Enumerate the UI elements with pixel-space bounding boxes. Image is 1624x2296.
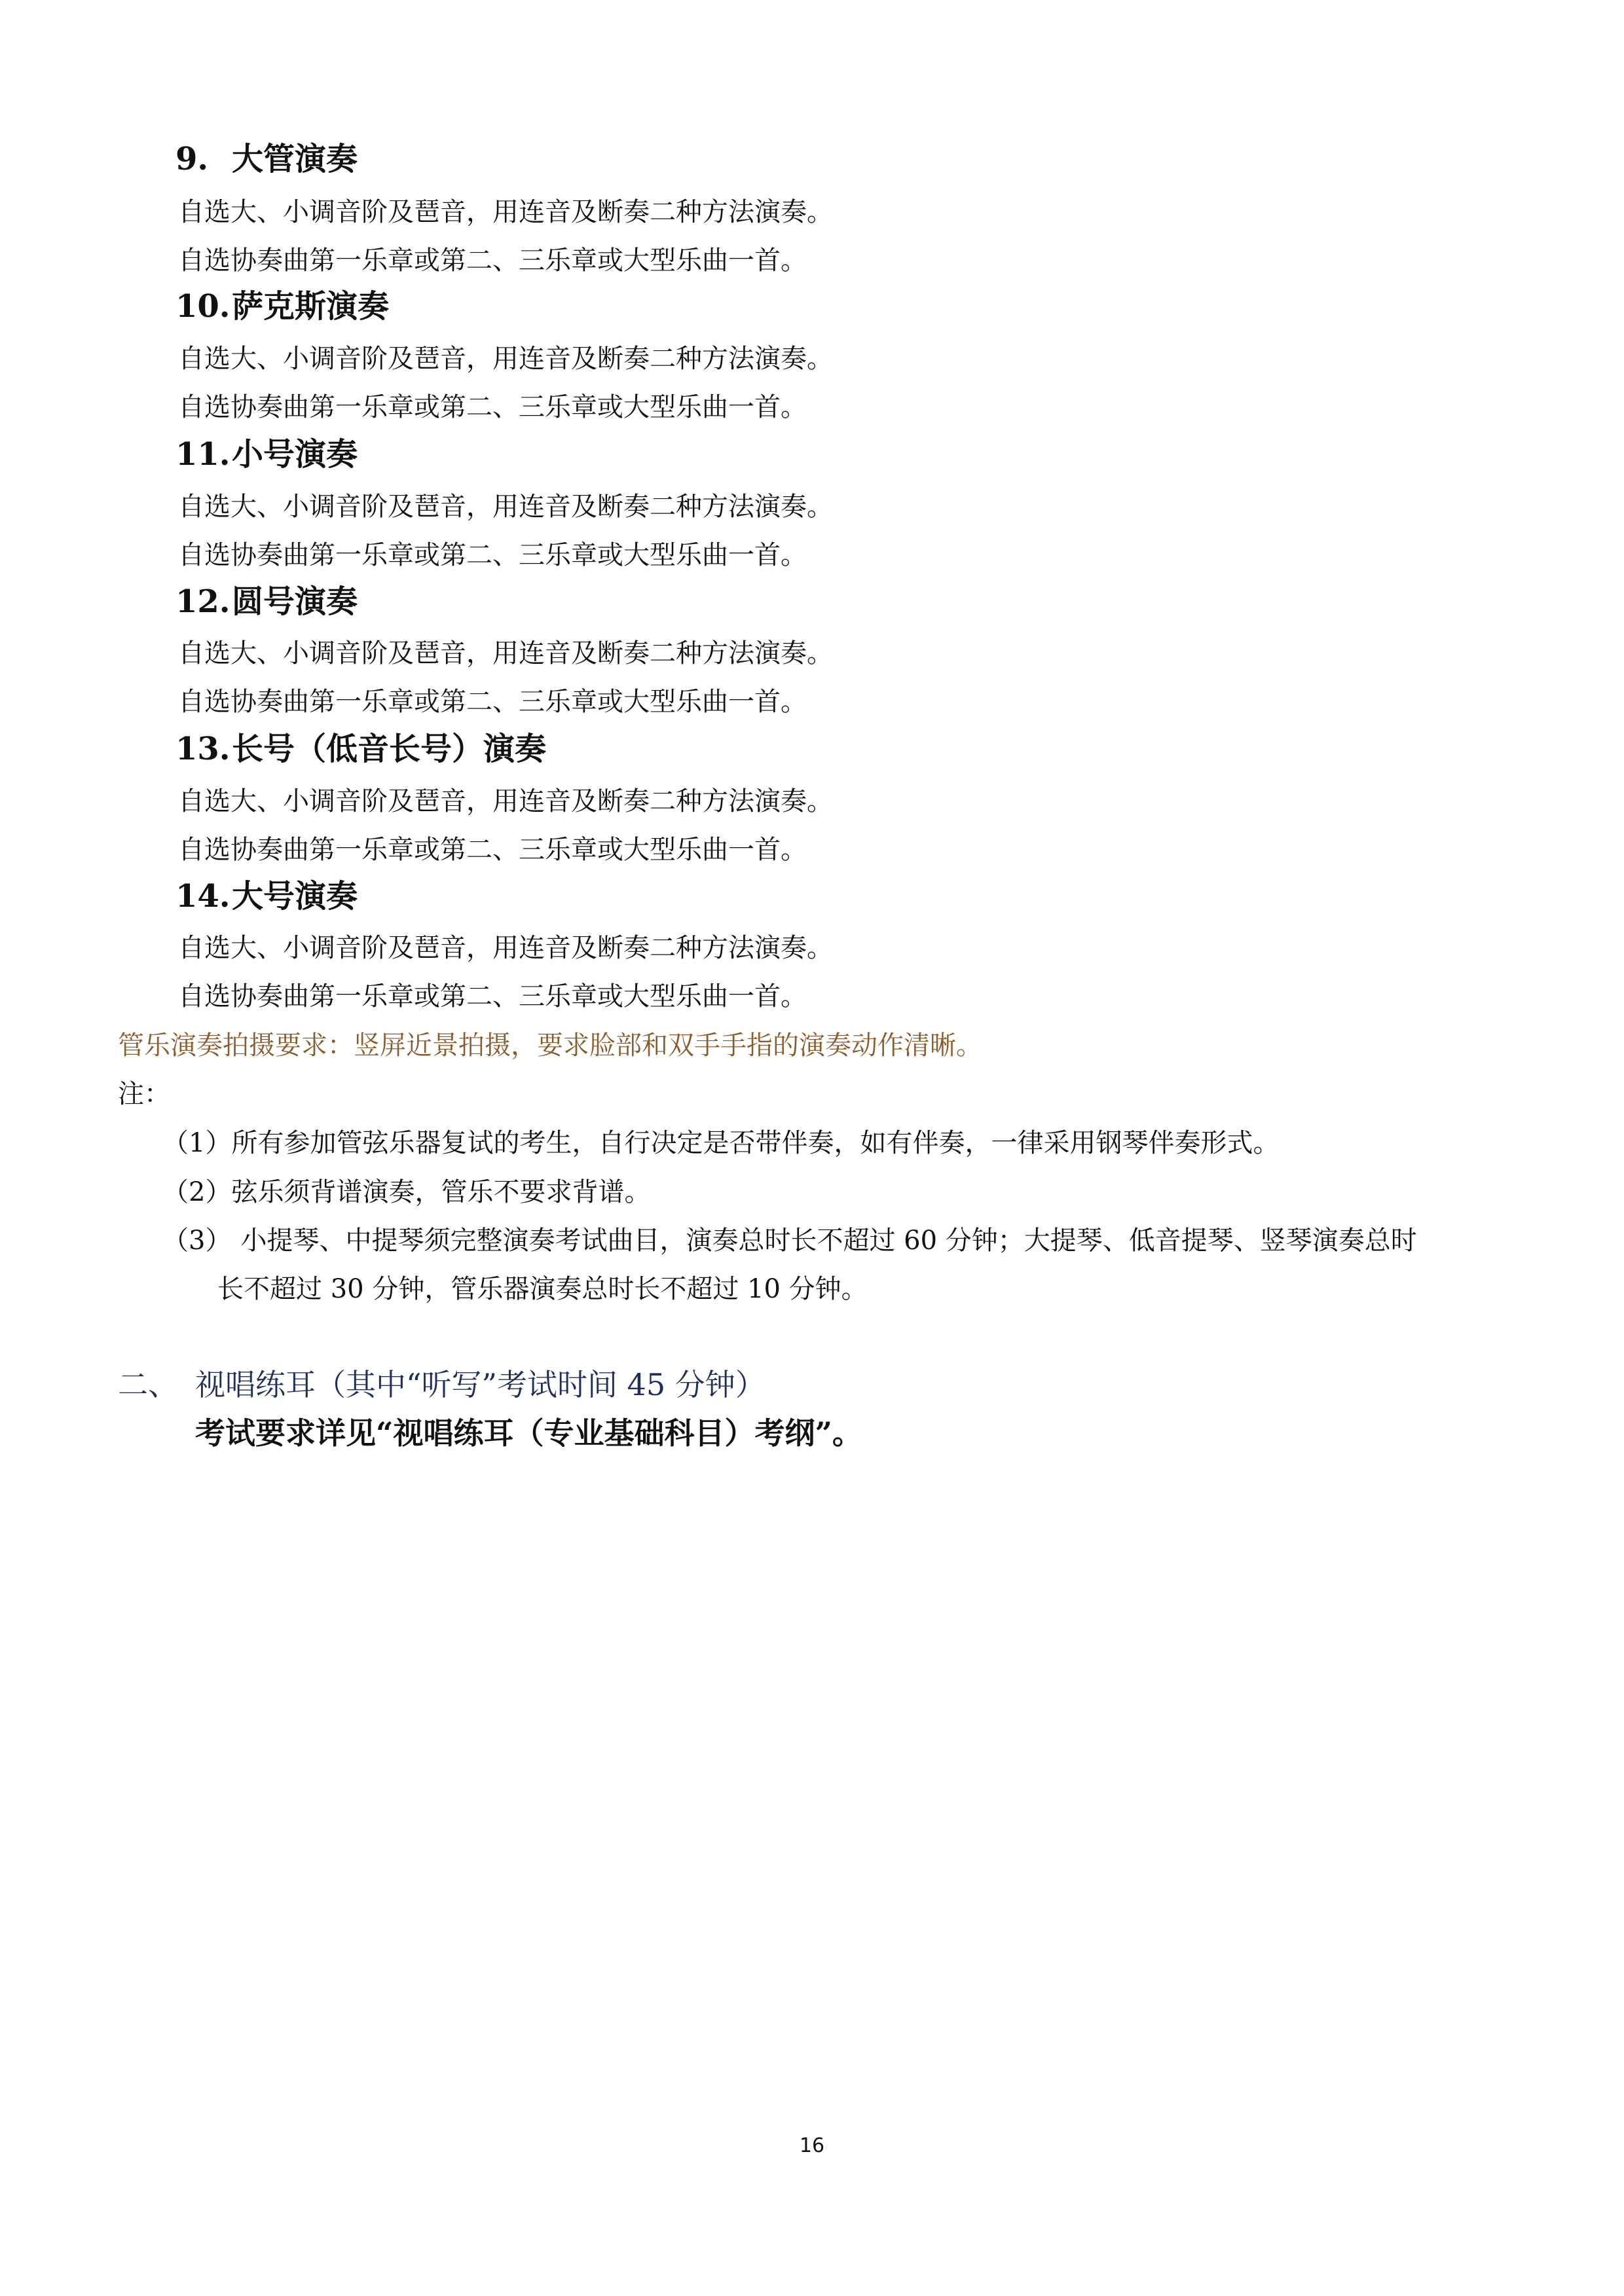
section2-heading <box>118 1366 766 1404</box>
note-item-3-continuation: 长不超过 30 分钟，管乐器演奏总时长不超过 10 分钟。 <box>217 1274 868 1304</box>
note-label: 注： <box>118 1079 170 1109</box>
body-line: 自选大、小调音阶及琶音，用连音及断奏二种方法演奏。 <box>178 638 833 668</box>
body-line: 自选大、小调音阶及琶音，用连音及断奏二种方法演奏。 <box>178 344 833 374</box>
note-marker: （3） <box>162 1226 232 1256</box>
section-title: 大号演奏 <box>232 878 358 915</box>
body-line: 自选协奏曲第一乐章或第二、三乐章或大型乐曲一首。 <box>178 540 807 570</box>
section-heading-13 <box>175 729 546 769</box>
section-number: 9. <box>175 141 209 177</box>
section-number: 11. <box>175 436 231 473</box>
section2-body: 考试要求详见“视唱练耳（专业基础科目）考纲”。 <box>195 1415 862 1451</box>
section-title: 小号演奏 <box>232 436 358 473</box>
section-heading-12 <box>175 582 358 621</box>
note-text: 弦乐须背谱演奏，管乐不要求背谱。 <box>231 1177 651 1207</box>
section-title: 长号（低音长号）演奏 <box>232 731 547 767</box>
section-number: 14. <box>175 878 231 915</box>
note-item-2 <box>162 1175 650 1209</box>
section-title: 圆号演奏 <box>232 583 358 620</box>
body-line: 自选协奏曲第一乐章或第二、三乐章或大型乐曲一首。 <box>178 687 807 717</box>
section-heading-9 <box>175 139 358 179</box>
section-title: 萨克斯演奏 <box>232 288 390 325</box>
body-line: 自选大、小调音阶及琶音，用连音及断奏二种方法演奏。 <box>178 786 833 816</box>
note-text: 所有参加管弦乐器复试的考生，自行决定是否带伴奏，如有伴奏，一律采用钢琴伴奏形式。 <box>231 1128 1280 1158</box>
note-item-1 <box>162 1126 1279 1160</box>
note-marker: （2） <box>162 1177 232 1207</box>
note-text: 小提琴、中提琴须完整演奏考试曲目，演奏总时长不超过 60 分钟；大提琴、低音提琴、竖琴演奏总时 <box>240 1226 1417 1256</box>
body-line: 自选协奏曲第一乐章或第二、三乐章或大型乐曲一首。 <box>178 392 807 422</box>
section-number: 13. <box>175 731 231 767</box>
section-number: 10. <box>175 288 231 325</box>
body-line: 自选大、小调音阶及琶音，用连音及断奏二种方法演奏。 <box>178 492 833 522</box>
body-line: 自选协奏曲第一乐章或第二、三乐章或大型乐曲一首。 <box>178 246 807 276</box>
body-line: 自选协奏曲第一乐章或第二、三乐章或大型乐曲一首。 <box>178 835 807 865</box>
body-line: 自选大、小调音阶及琶音，用连音及断奏二种方法演奏。 <box>178 197 833 227</box>
body-line: 自选协奏曲第一乐章或第二、三乐章或大型乐曲一首。 <box>178 981 807 1011</box>
filming-requirement: 管乐演奏拍摄要求：竖屏近景拍摄，要求脸部和双手手指的演奏动作清晰。 <box>118 1030 982 1061</box>
note-marker: （1） <box>162 1128 232 1158</box>
body-line: 自选大、小调音阶及琶音，用连音及断奏二种方法演奏。 <box>178 933 833 963</box>
section-title: 大管演奏 <box>232 141 358 177</box>
section-heading-14 <box>175 877 358 916</box>
section-number: 12. <box>175 583 231 620</box>
section2-title: 视唱练耳（其中“听写”考试时间 45 分钟） <box>195 1367 766 1402</box>
note-item-3 <box>162 1224 1417 1258</box>
section-heading-10 <box>175 287 389 326</box>
section2-number: 二、 <box>118 1367 178 1402</box>
page-number: 16 <box>799 2134 825 2157</box>
section-heading-11 <box>175 435 358 474</box>
